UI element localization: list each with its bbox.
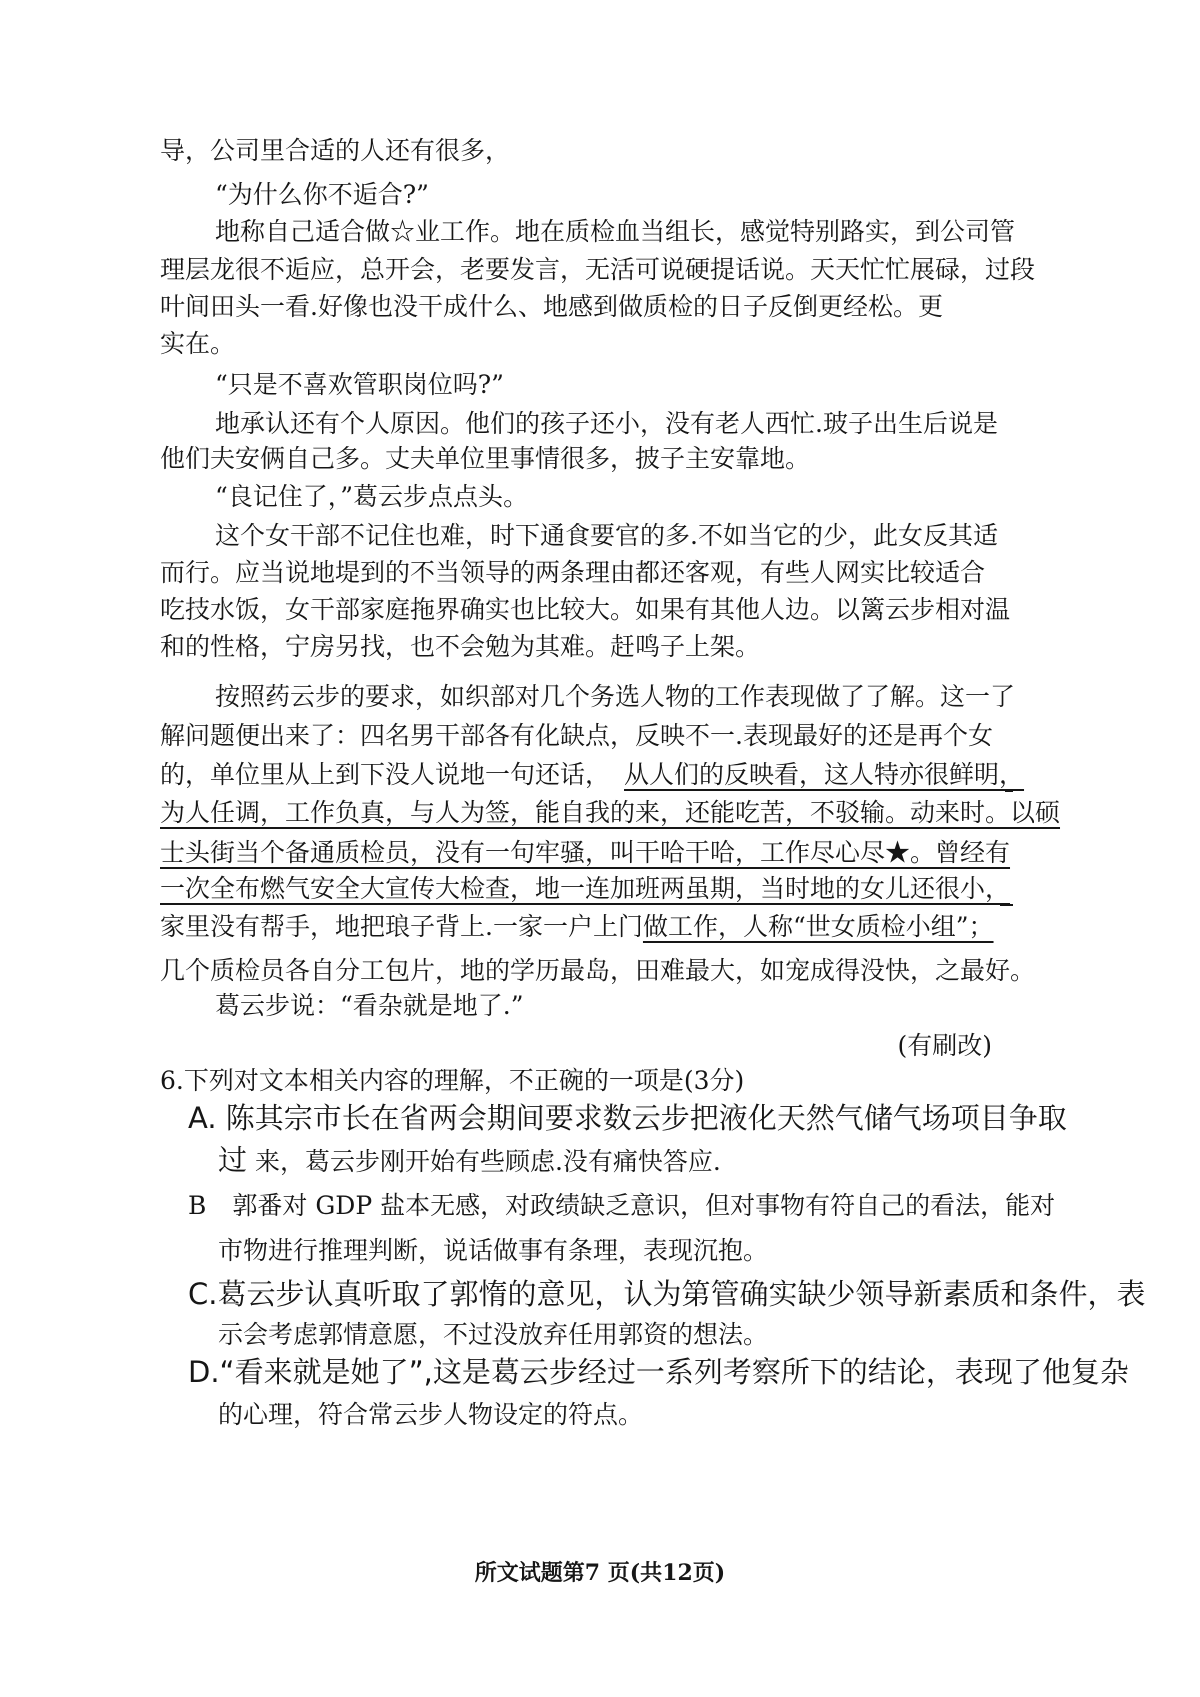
option-a-line [218,1143,721,1177]
underlined-line: 一次全布燃气安全大宣传大检查，地一连加班两虽期，当时地的女儿还很小， [160,874,1011,903]
option-b-text: 郭番对 GDP 盐本无感，对政绩缺乏意识，但对事物有符自己的看法，能对 [232,1191,1056,1220]
option-d-line: D.“看来就是她了”,这是葛云步经过一系列考察所下的结论，表现了他复杂 [188,1355,1129,1389]
underlined-text: 做工作，人称“世女质检小组”； [642,912,994,941]
source-note: (有刷改) [897,1031,992,1060]
dialogue-line: 葛云步说：“看杂就是地了.” [215,991,524,1020]
page-footer: 所文试题第7 页(共12页) [474,1560,726,1586]
option-a-label: A. [188,1101,217,1135]
option-d-line: 的心理，符合常云步人物设定的符点。 [218,1400,644,1429]
question-stem: 6.下列对文本相关内容的理解，不正碗的一项是(3分) [160,1066,745,1095]
passage-line: 理层龙很不逅应，总开会，老要发言，无活可说硬提话说。天天忙忙展碌，过段 [160,255,1036,284]
option-c-line: 示会考虑郭情意愿，不过没放弃任用郭资的想法。 [218,1320,769,1349]
option-a-text: 陈其宗市长在省两会期间要求数云步把液化天然气储气场项目争取 [225,1101,1067,1135]
dialogue-line: “良记住了，”葛云步点点头。 [215,482,529,511]
passage-text: 的，单位里从上到下没人说地一句还话， [160,760,611,789]
passage-line: 地承认还有个人原因。他们的孩子还小，没有老人西忙.玻子出生后说是 [215,409,998,438]
passage-line: 叶间田头一看.好像也没干成什么、地感到做质检的日子反倒更经松。更 [160,292,943,321]
option-b-line: 市物进行推理判断，说话做事有条理，表现沉抱。 [218,1236,769,1265]
underlined-text: 从人们的反映看，这人特亦很鲜明， [624,760,1025,789]
option-a-text: 过 [218,1143,248,1177]
passage-line: 地称自己适合做☆业工作。地在质检血当组长，感觉特别路实，到公司管 [215,217,1016,246]
passage-line [160,914,994,939]
passage-line: 他们夫安俩自己多。丈夫单位里事情很多，披子主安靠地。 [160,444,811,473]
underline-extension [1000,904,1013,906]
passage-line: 按照药云步的要求，如织部对几个务选人物的工作表现做了了解。这一了 [215,682,1016,711]
underline-extension [1005,790,1013,792]
passage-text: 家里没有帮手，地把琅子背上.一家一户上门 [160,912,643,941]
passage-line: 和的性格，宁房另找，也不会勉为其难。赶鸣子上架。 [160,632,761,661]
passage-line: 而行。应当说地堤到的不当领导的两条理由都还客观，有些人网实比较适合 [160,558,986,587]
underlined-line: 士头街当个备通质检员，没有一句牢骚，叫干哈干哈，工作尽心尽★。曾经有 [160,838,1011,867]
option-a-line [188,1101,1067,1135]
dialogue-line: “只是不喜欢管职岗位吗?” [215,370,504,399]
option-b-label: B [188,1191,207,1220]
option-a-text: 来，葛云步刚开始有些顾虑.没有痛快答应. [247,1147,721,1176]
passage-line: 解问题便出来了：四名男干部各有化缺点，反映不一.表现最好的还是再个女 [160,721,993,750]
option-b-line [188,1193,1055,1218]
passage-line: 实在。 [160,329,236,358]
passage-line: 这个女干部不记住也难，时下通食要官的多.不如当它的少，此女反其适 [215,521,998,550]
passage-line [160,762,1024,787]
dialogue-line: “为什么你不逅合?” [215,180,429,209]
passage-line: 吃技水饭，女干部家庭拖界确实也比较大。如果有其他人边。以篱云步相对温 [160,595,1011,624]
underlined-line: 为人任调，工作负真，与人为签，能自我的来，还能吃苦，不驳输。动来时。以硕 [160,798,1061,827]
option-c-line: C.葛云步认真听取了郭惰的意见，认为第管确实缺少领导新素质和条件，表 [188,1277,1146,1311]
passage-line: 导，公司里合适的人还有很多， [160,136,511,165]
passage-line: 几个质检员各自分工包片，地的学历最岛，田难最大，如宠成得没快，之最好。 [160,956,1036,985]
